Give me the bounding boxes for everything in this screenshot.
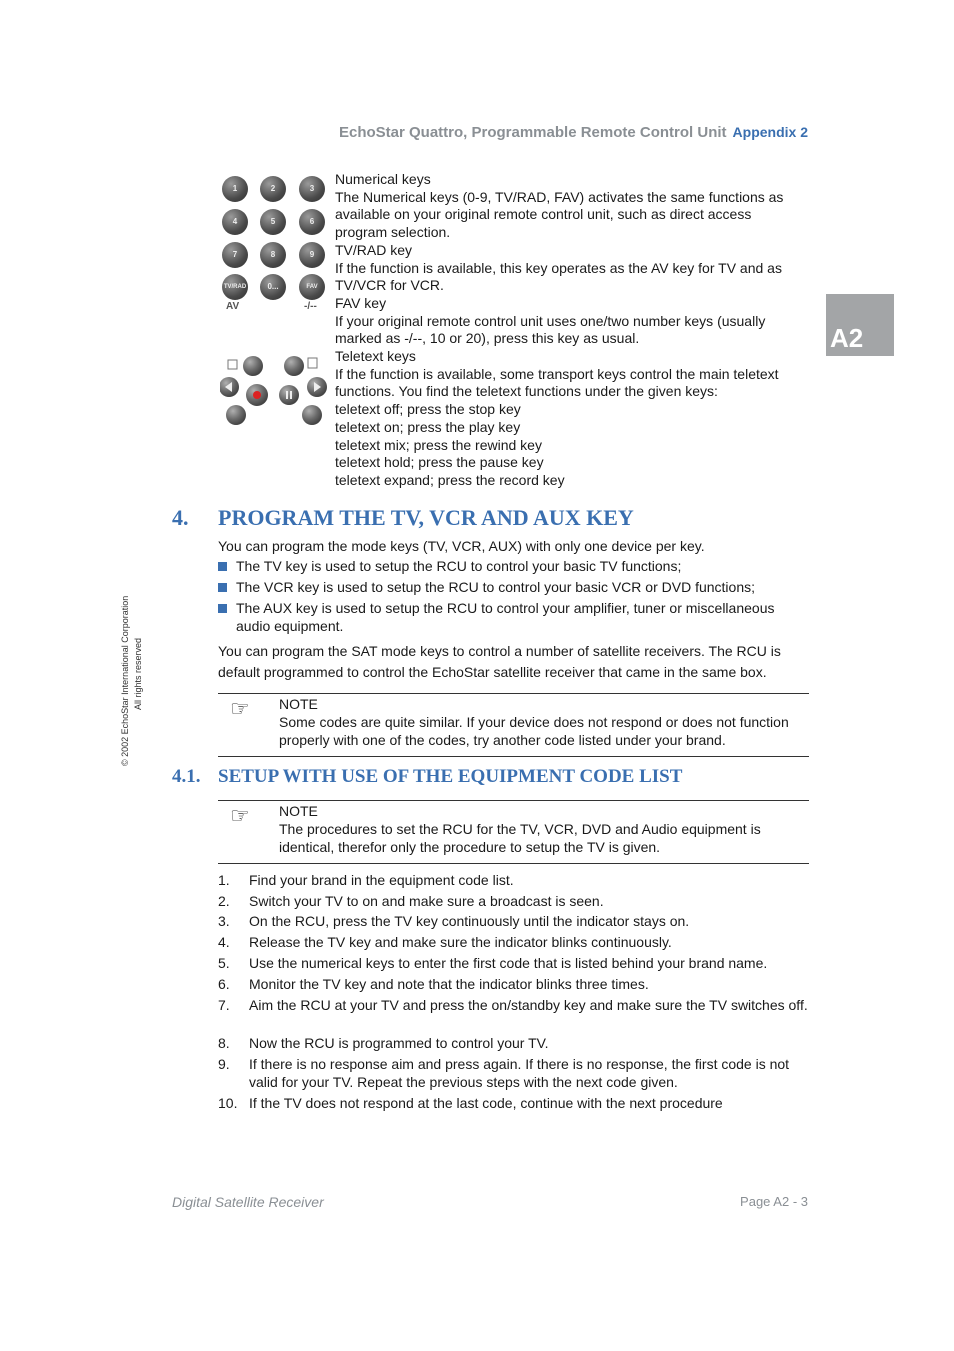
bullet-square xyxy=(218,604,227,613)
step-item xyxy=(218,934,810,952)
copyright-line: © 2002 EchoStar International Corporation xyxy=(120,595,130,766)
key-3: 3 xyxy=(299,176,325,202)
bullet-item xyxy=(218,600,808,635)
step-number: 7. xyxy=(218,997,230,1013)
appendix-tab-label: A2 xyxy=(830,323,864,353)
header-title: EchoStar Quattro, Programmable Remote Control Unit xyxy=(338,124,727,141)
caption-av: AV xyxy=(226,301,240,312)
footer-page-number: Page A2 - 3 xyxy=(740,1194,808,1209)
step-text: Aim the RCU at your TV and press the on/standby key and make sure the TV switches off. xyxy=(249,997,808,1013)
pointing-hand-icon: ☞ xyxy=(230,803,250,828)
key-6: 6 xyxy=(299,209,325,235)
appendix-tab xyxy=(826,294,894,356)
key-1: 1 xyxy=(222,176,248,202)
bullet-text: The VCR key is used to setup the RCU to control your basic VCR or DVD functions; xyxy=(236,579,755,595)
section-intro: You can program the mode keys (TV, VCR, AUX) with only one device per key. xyxy=(218,538,705,554)
note-box xyxy=(218,693,809,757)
step-text: If the TV does not respond at the last code, continue with the next procedure xyxy=(249,1095,723,1111)
section-number: 4. xyxy=(172,505,189,530)
bullet-text: The TV key is used to setup the RCU to control your basic TV functions; xyxy=(236,558,682,574)
step-item xyxy=(218,893,810,911)
key-info-line: marked as -/--, 10 or 20), press this key as usual. xyxy=(335,330,640,347)
step-text: Monitor the TV key and note that the indicator blinks three times. xyxy=(249,976,649,992)
step-text: Find your brand in the equipment code list. xyxy=(249,872,514,888)
key-info-line: If the function is available, some transport keys control the main teletext xyxy=(335,365,779,382)
transport-keys-illustration xyxy=(220,354,330,430)
key-info-line: TV/VCR for VCR. xyxy=(335,277,444,294)
step-number: 9. xyxy=(218,1056,230,1072)
step-number: 1. xyxy=(218,872,230,888)
bullet-square xyxy=(218,583,227,592)
key-info-line: available on your original remote control unit, such as direct access xyxy=(335,206,752,223)
note-label: NOTE xyxy=(279,803,318,819)
key-fav: FAV xyxy=(299,274,325,300)
key-info-line: If the function is available, this key operates as the AV key for TV and as xyxy=(335,259,782,276)
step-item xyxy=(218,955,810,973)
key-9: 9 xyxy=(299,242,325,268)
key-info-line: If your original remote control unit uses one/two number keys (usually xyxy=(335,312,766,329)
key-4: 4 xyxy=(222,209,248,235)
step-number: 8. xyxy=(218,1035,230,1051)
step-number: 3. xyxy=(218,913,230,929)
caption-dash: -/-- xyxy=(304,301,317,312)
running-header xyxy=(0,124,808,141)
key-info-line: teletext hold; press the pause key xyxy=(335,454,544,471)
bullet-item xyxy=(218,579,808,597)
bullet-item xyxy=(218,558,808,576)
step-text: If there is no response aim and press again. If there is no response, the first code is not valid for your TV. Repeat the previous steps with the next code given. xyxy=(249,1056,790,1090)
key-8: 8 xyxy=(260,242,286,268)
key-info-line: teletext on; press the play key xyxy=(335,418,521,435)
step-text: Use the numerical keys to enter the first code that is listed behind your brand name. xyxy=(249,955,768,971)
step-item xyxy=(218,997,810,1015)
note-label: NOTE xyxy=(279,696,318,712)
step-item xyxy=(218,1095,810,1113)
note-text: The procedures to set the RCU for the TV, VCR, DVD and Audio equipment is identical, therefor only the procedure to setup the TV is given. xyxy=(279,820,761,855)
step-item xyxy=(218,1035,810,1053)
step-item xyxy=(218,976,810,994)
step-item xyxy=(218,1056,810,1091)
subsection-title: SETUP WITH USE OF THE EQUIPMENT CODE LIST xyxy=(218,766,683,787)
header-appendix: Appendix 2 xyxy=(732,124,808,140)
key-2: 2 xyxy=(260,176,286,202)
key-info-line: Teletext keys xyxy=(335,348,416,365)
key-info-line: teletext mix; press the rewind key xyxy=(335,436,542,453)
section-paragraph: You can program the SAT mode keys to control a number of satellite receivers. The RCU is default programmed to control the EchoStar satellite receiver that came in the same box. xyxy=(218,643,781,680)
key-tv-rad: TV/RAD xyxy=(222,274,248,300)
note-text: Some codes are quite similar. If your device does not respond or does not function properly with one of the codes, try another code listed under your brand. xyxy=(279,713,789,748)
rights-line: All rights reserved xyxy=(133,637,143,710)
footer-left: Digital Satellite Receiver xyxy=(172,1194,324,1210)
step-number: 4. xyxy=(218,934,230,950)
key-info-line: FAV key xyxy=(335,294,387,311)
section-heading xyxy=(172,505,634,531)
key-info-line: teletext off; press the stop key xyxy=(335,401,521,418)
step-text: On the RCU, press the TV key continuously until the indicator stays on. xyxy=(249,913,690,929)
note-box xyxy=(218,800,809,864)
step-item xyxy=(218,872,810,890)
key-0: 0... xyxy=(260,274,286,300)
pointing-hand-icon: ☞ xyxy=(230,696,250,721)
step-number: 2. xyxy=(218,893,230,909)
section-title: PROGRAM THE TV, VCR AND AUX KEY xyxy=(218,505,634,530)
key-info-line: The Numerical keys (0-9, TV/RAD, FAV) activates the same functions as xyxy=(335,188,784,205)
bullet-square xyxy=(218,562,227,571)
bullet-text: The AUX key is used to setup the RCU to control your amplifier, tuner or miscellaneous audio equipment. xyxy=(236,600,775,634)
numeric-keypad-illustration xyxy=(220,174,330,314)
step-text: Now the RCU is programmed to control your TV. xyxy=(249,1035,549,1051)
step-text: Release the TV key and make sure the indicator blinks continuously. xyxy=(249,934,672,950)
key-info-block xyxy=(335,171,805,490)
transport-keys-svg xyxy=(220,354,330,430)
subsection-heading xyxy=(172,766,682,788)
key-info-line: teletext expand; press the record key xyxy=(335,471,565,488)
copyright-vertical xyxy=(116,582,156,772)
step-item xyxy=(218,913,810,931)
key-5: 5 xyxy=(260,209,286,235)
key-7: 7 xyxy=(222,242,248,268)
step-number: 10. xyxy=(218,1095,238,1111)
step-text: Switch your TV to on and make sure a broadcast is seen. xyxy=(249,893,604,909)
step-number: 6. xyxy=(218,976,230,992)
subsection-number: 4.1. xyxy=(172,766,201,787)
key-info-line: program selection. xyxy=(335,224,451,241)
key-info-line: functions. You find the teletext functions under the given keys: xyxy=(335,383,718,400)
key-info-line: Numerical keys xyxy=(335,171,431,187)
key-info-line: TV/RAD key xyxy=(335,241,413,258)
step-number: 5. xyxy=(218,955,230,971)
